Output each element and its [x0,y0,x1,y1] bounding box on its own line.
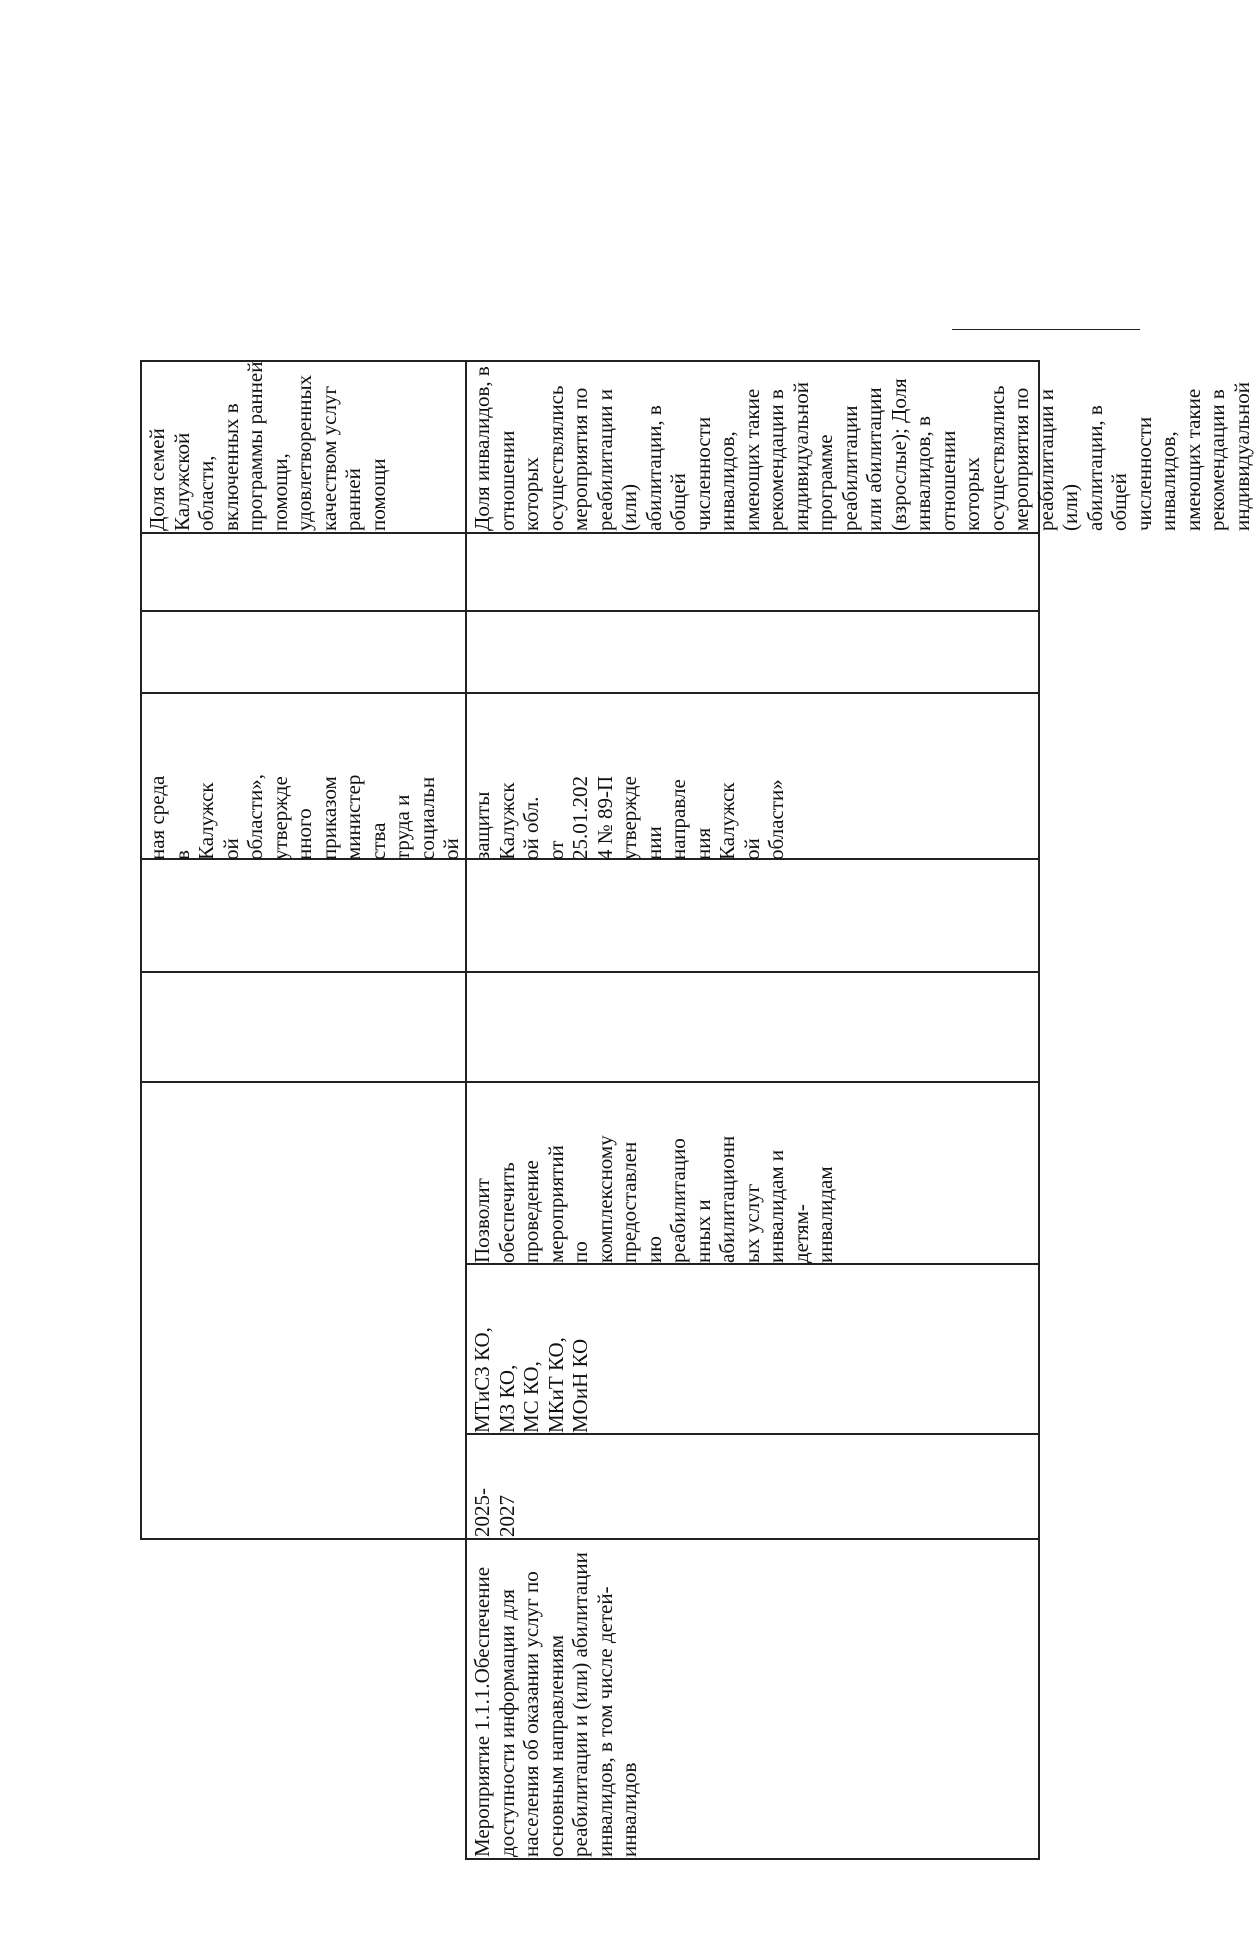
row2-years-cell: 2025- 2027 [470,1488,519,1537]
row1-indicator-cell: Доля семей Калужской области, включенных в программы ранней помощи, удовлетворенных качеством услуг ранней помощи [145,361,390,531]
col-divider-law [140,693,1040,695]
table-border-top [140,360,142,1540]
row2-result-cell: Позволит обеспечить проведение мероприятий по комплексному предоставлен ию реабилитацио нных и абилитационн ых услуг инвалидам и детям- инвалидам [470,1135,837,1263]
col-divider-executors [465,1264,1040,1266]
col-divider-8 [140,533,1040,535]
row2-event-cell: Мероприятие 1.1.1.Обеспечение доступности информации для населения об оказании услуг по основным направлениям реабилитации и (или) абилитации инвалидов, в том числе детей- инвалидов [470,1552,641,1857]
row1-law-cell: ная среда в Калужск ой области», утвержде нного приказом министер ства труда и социальн ой [145,774,463,860]
col-divider-event [140,1539,1040,1541]
col-divider-4 [140,972,1040,974]
rotated-page-content [140,360,1254,1860]
top-right-rule [952,329,1140,330]
col-divider-years [465,1434,1040,1436]
row-divider [465,360,467,1860]
row2-indicator-cell: Доля инвалидов, в отношении которых осуществлялись мероприятия по реабилитации и (или) абилитации, в общей численности инвалидов, имеющих такие рекомендации в индивидуальной программе реабилитации или абилитации (взрослые); Доля инвалидов, в отношении которых осуществлялись мероприятия по реабилитации и (или) абилитации, в общей численности инвалидов, имеющих такие рекомендации в индивидуальной [470,366,1254,531]
col-divider-7 [140,611,1040,613]
table-border-bottom [1038,360,1040,1860]
table-border-left [465,1859,1040,1861]
program-table [140,360,1254,1860]
row2-executors-cell: МТиСЗ КО, МЗ КО, МС КО, МКиТ КО, МОиН КО [470,1327,592,1433]
row2-law-cell: защиты Калужск ой обл. от 25.01.202 4 № 89-П утвержде нии направле ния Калужск ой области» [470,775,788,860]
col-divider-result [140,1082,1040,1084]
